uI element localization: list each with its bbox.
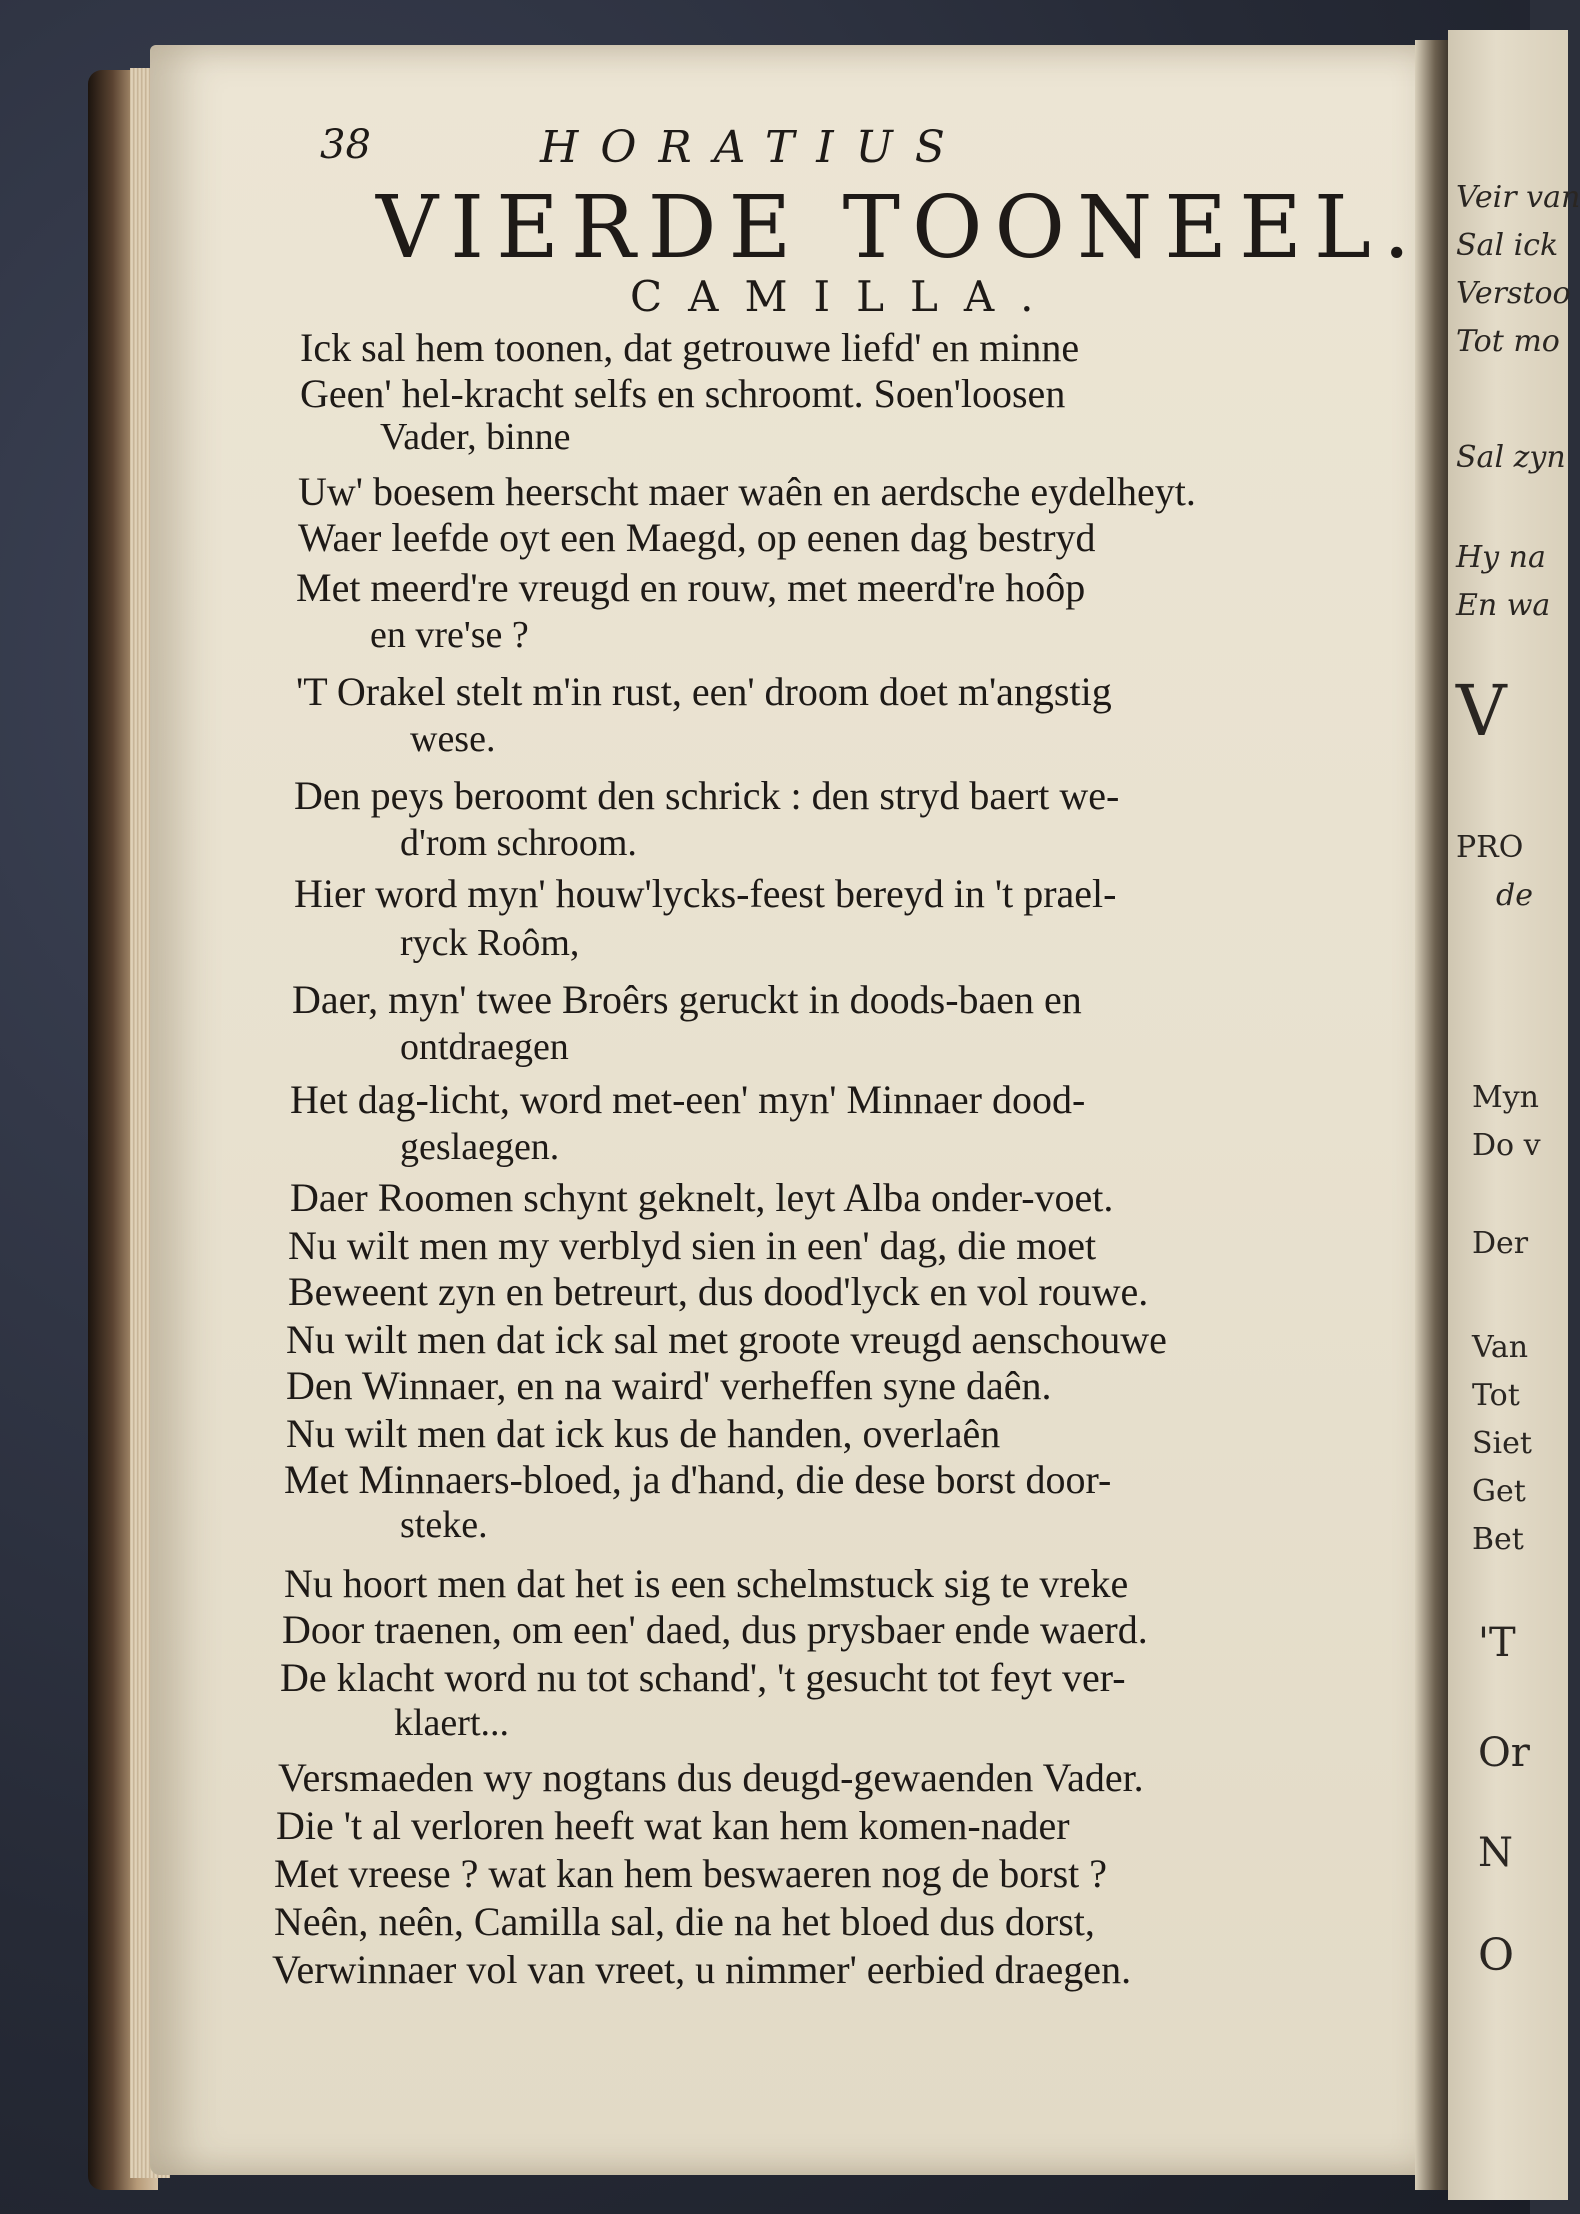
running-head: HORATIUS (540, 122, 967, 173)
facing-fragment: Van (1472, 1330, 1529, 1365)
scene-title: VIERDE TOONEEL. (376, 178, 1423, 278)
verse-line: Nu wilt men my verblyd sien in een' dag, die moet (288, 1223, 1097, 1268)
facing-fragment: Bet (1472, 1522, 1524, 1557)
verse-line: Uw' boesem heerscht maer waên en aerdsche eydelheyt. (298, 469, 1196, 514)
facing-fragment: Siet (1472, 1426, 1532, 1461)
facing-fragment: N (1478, 1830, 1513, 1876)
verse-line: steke. (400, 1504, 488, 1546)
page-number: 38 (320, 122, 371, 168)
verse-line: Nu hoort men dat het is een schelmstuck sig te vreke (284, 1561, 1129, 1606)
facing-fragment: Do v (1472, 1128, 1541, 1163)
facing-fragment: O (1478, 1930, 1515, 1981)
verse-line: Den peys beroomt den schrick : den stryd baert we- (294, 773, 1120, 818)
verse-line: Geen' hel-kracht selfs en schroomt. Soen'loosen (300, 371, 1066, 416)
verse-line: Nu wilt men dat ick kus de handen, overlaên (286, 1411, 1001, 1456)
facing-fragment: Sal ick (1456, 228, 1559, 263)
verse-line: d'rom schroom. (400, 822, 637, 864)
facing-fragment: Verstoo (1456, 276, 1571, 311)
speaker-name: CAMILLA. (630, 272, 1060, 321)
verse-line: geslaegen. (400, 1126, 560, 1168)
verse-line: Ick sal hem toonen, dat getrouwe liefd' en minne (300, 325, 1080, 370)
verse-line: klaert... (394, 1702, 510, 1744)
verse-line: ontdraegen (400, 1026, 569, 1068)
verse-line: Nu wilt men dat ick sal met groote vreugd aenschouwe (286, 1317, 1167, 1362)
verse-line: 'T Orakel stelt m'in rust, een' droom doet m'angstig (296, 669, 1112, 714)
facing-fragment: En wa (1456, 588, 1551, 623)
verse-line: wese. (410, 718, 496, 760)
facing-fragment: Hy na (1456, 540, 1546, 575)
facing-fragment: Sal zyn (1456, 440, 1566, 475)
verse-line: Daer, myn' twee Broêrs geruckt in doods-baen en (292, 977, 1082, 1022)
verse-line: Waer leefde oyt een Maegd, op eenen dag bestryd (298, 515, 1096, 560)
facing-fragment: 'T (1478, 1620, 1516, 1666)
verse-line: Met vreese ? wat kan hem beswaeren nog de borst ? (274, 1851, 1108, 1896)
verse-line: De klacht word nu tot schand', 't gesucht tot feyt ver- (280, 1655, 1126, 1700)
verse-line: Die 't al verloren heeft wat kan hem komen-nader (276, 1803, 1070, 1848)
facing-fragment: V (1456, 670, 1507, 752)
facing-fragment: Tot (1472, 1378, 1520, 1413)
verse-line: Met Minnaers-bloed, ja d'hand, die dese borst door- (284, 1457, 1112, 1502)
verse-line: Neên, neên, Camilla sal, die na het bloed dus dorst, (274, 1899, 1095, 1944)
verse-line: Met meerd're vreugd en rouw, met meerd're hoôp (296, 565, 1086, 610)
facing-fragment: PRO (1456, 830, 1524, 865)
facing-fragment: Der (1472, 1226, 1529, 1261)
verse-line: Versmaeden wy nogtans dus deugd-gewaenden Vader. (278, 1755, 1144, 1800)
facing-fragment: de (1496, 878, 1533, 913)
verse-line: ryck Roôm, (400, 922, 580, 964)
verse-line: Den Winnaer, en na waird' verheffen syne daên. (286, 1363, 1052, 1408)
verse-line: Daer Roomen schynt geknelt, leyt Alba onder-voet. (290, 1175, 1114, 1220)
facing-fragment: Myn (1472, 1080, 1539, 1115)
verse-line: Door traenen, om een' daed, dus prysbaer ende waerd. (282, 1607, 1148, 1652)
verse-line: Verwinnaer vol van vreet, u nimmer' eerbied draegen. (272, 1947, 1132, 1992)
verse-line: Vader, binne (380, 416, 571, 458)
facing-fragment: Get (1472, 1474, 1526, 1509)
verse-line: en vre'se ? (370, 614, 529, 656)
verse-line: Het dag-licht, word met-een' myn' Minnaer dood- (290, 1077, 1086, 1122)
verse-line: Hier word myn' houw'lycks-feest bereyd in 't prael- (294, 871, 1117, 916)
verse-line: Beweent zyn en betreurt, dus dood'lyck en vol rouwe. (288, 1269, 1149, 1314)
facing-fragment: Veir van (1456, 180, 1580, 215)
facing-fragment: Or (1478, 1730, 1530, 1776)
facing-fragment: Tot mo (1456, 324, 1560, 359)
